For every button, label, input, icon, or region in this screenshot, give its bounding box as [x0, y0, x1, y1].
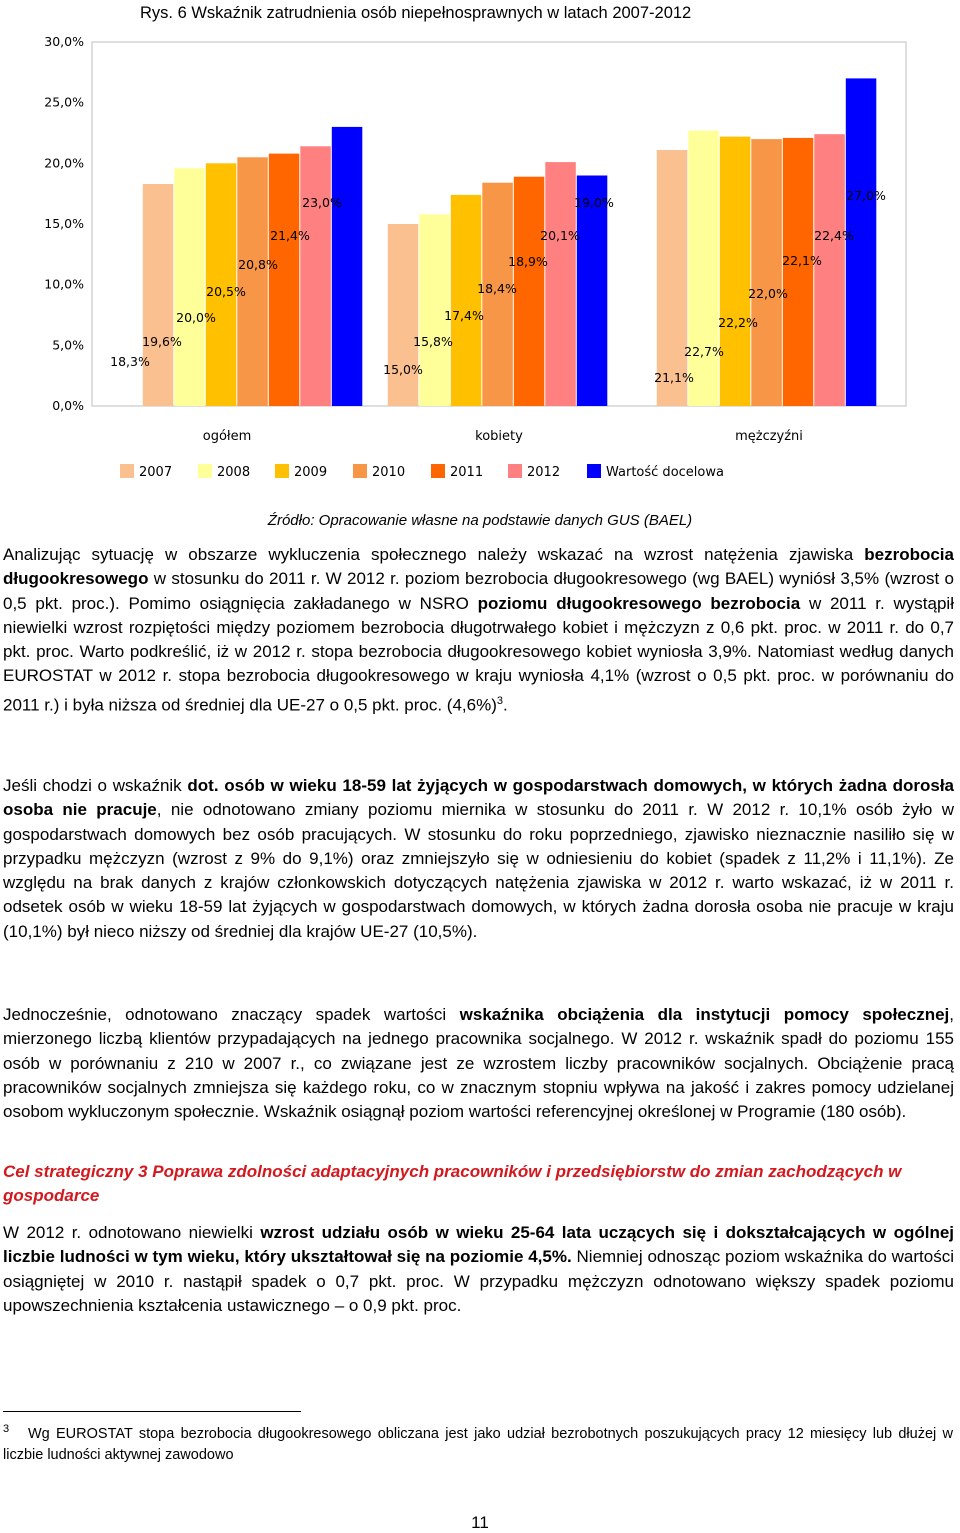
- bar-2009: [720, 137, 751, 406]
- chart-svg: [0, 0, 960, 500]
- bar-2009: [451, 195, 482, 406]
- legend-swatch: [587, 464, 601, 478]
- y-tick-label: 5,0%: [52, 337, 84, 353]
- y-tick-label: 0,0%: [52, 398, 84, 413]
- data-label: 19,0%: [574, 195, 614, 210]
- chart-source: Źródło: Opracowanie własne na podstawie danych GUS (BAEL): [267, 512, 693, 529]
- legend-label: 2009: [294, 465, 328, 480]
- y-tick-label: 20,0%: [44, 155, 84, 171]
- data-label: 15,8%: [413, 334, 453, 349]
- legend-label: 2012: [527, 465, 561, 480]
- data-label: 23,0%: [302, 195, 342, 210]
- data-label: 17,4%: [444, 308, 484, 323]
- bar-2010: [237, 157, 267, 406]
- data-label: 22,4%: [814, 228, 854, 243]
- bar-2010: [751, 139, 782, 406]
- data-label: 19,6%: [142, 334, 182, 349]
- footnote-divider: [3, 1411, 301, 1412]
- bar-2011: [269, 154, 300, 406]
- data-label: 22,1%: [782, 253, 822, 268]
- data-label: 15,0%: [383, 362, 423, 377]
- bar-wartość-docelowa: [332, 127, 363, 406]
- bar-2007: [388, 224, 419, 406]
- legend-swatch: [508, 464, 522, 478]
- y-tick-label: 15,0%: [44, 216, 84, 231]
- data-label: 18,4%: [477, 281, 517, 296]
- bar-2012: [300, 146, 331, 406]
- chart: [0, 0, 960, 500]
- y-tick-label: 25,0%: [44, 94, 84, 110]
- footnote-ref: 3: [496, 694, 504, 707]
- bar-2007: [657, 150, 688, 406]
- strategic-goal-heading: Cel strategiczny 3 Poprawa zdolności adaptacyjnych pracowników i przedsiębiorstw do zmian zachodzących w gospodarce: [3, 1162, 902, 1205]
- category-label: mężczyźni: [735, 429, 803, 444]
- bar-2007: [143, 184, 174, 406]
- data-label: 18,3%: [110, 354, 150, 369]
- data-label: 20,8%: [238, 257, 278, 272]
- data-label: 22,7%: [684, 344, 724, 359]
- legend-swatch: [275, 464, 289, 478]
- legend-swatch: [431, 464, 445, 478]
- data-label: 20,0%: [176, 310, 216, 325]
- category-label: kobiety: [475, 429, 523, 444]
- legend-swatch: [120, 464, 134, 478]
- bar-2011: [783, 138, 814, 406]
- paragraph-social-assistance: Jednocześnie, odnotowano znaczący spadek wartości wskaźnika obciążenia dla instytucji pomocy społecznej, mierzonego liczbą klientów przypadających na jednego pracownika socjalnego. W 2012 r. wskaźnik spadł do poziomu 155 osób w porównaniu z 210 w 2007 r., co związane jest ze wzrostem liczby pracowników socjalnych. Obciążenie pracą pracowników socjalnych zmniejsza się każdego roku, co w znacznym stopniu wpływa na jakość i zakres pomocy udzielanej osobom wykluczonym społecznie. Wskaźnik osiągnął poziom wartości referencyjnej określonej w Programie (180 osób).: [3, 1005, 954, 1122]
- legend-label: 2007: [139, 465, 173, 480]
- paragraph-jobless-households: Jeśli chodzi o wskaźnik dot. osób w wieku 18-59 lat żyjących w gospodarstwach domowych, w których żadna dorosła osoba nie pracuje, nie odnotowano zmiany poziomu miernika w stosunku do 2011 r. W 2012 r. 10,1% osób żyło w gospodarstwach domowych bez osób pracujących. W stosunku do roku poprzedniego, zjawisko nieznacznie nasiliło się w przypadku mężczyzn (wzrost z 9% do 9,1%) oraz zmniejszyło się w odniesieniu do kobiet (spadek z 11,2% i 11,1%). Ze względu na brak danych z krajów członkowskich dotyczących natężenia zjawiska w 2012 r. warto wskazać, iż w 2011 r. odsetek osób w wieku 18-59 lat żyjących w gospodarstwach domowych, w których żadna dorosła osoba nie pracuje w kraju (10,1%) był nieco niższy od średniej dla krajów UE-27 (10,5%).: [3, 776, 954, 941]
- paragraph-long-term-unemployment: Analizując sytuację w obszarze wykluczenia społecznego należy wskazać na wzrost natężenia zjawiska bezrobocia długookresowego w stosunku do 2011 r. W 2012 r. poziom bezrobocia długookresowego (wg BAEL) wyniósł 3,5% (wzrost o 0,5 pkt. proc.). Pomimo osiągnięcia zakładanego w NSRO poziomu długookresowego bezrobocia w 2011 r. wystąpił niewielki wzrost rozpiętości między poziomem bezrobocia długotrwałego kobiet i mężczyzn z 0,6 pkt. proc. w 2011 r. do 0,7 pkt. proc. Warto podkreślić, iż w 2012 r. stopa bezrobocia długookresowego kobiet wyniosła 3,9%. Natomiast według danych EUROSTAT w 2012 r. stopa bezrobocia długookresowego w kraju wyniosła 4,1% (wzrost o 0,5 pkt. proc. w porównaniu do 2011 r.) i była niższa od średniej dla UE-27 o 0,5 pkt. proc. $(4,6\%)^3$.: [3, 545, 954, 715]
- legend-label: 2008: [217, 465, 251, 480]
- bar-2008: [174, 168, 205, 406]
- bar-2012: [545, 162, 576, 406]
- bar-2011: [514, 177, 545, 406]
- data-label: 22,2%: [718, 315, 758, 330]
- legend-label: 2011: [450, 465, 484, 480]
- legend-swatch: [198, 464, 212, 478]
- data-label: 18,9%: [508, 254, 548, 269]
- bar-2012: [814, 134, 845, 406]
- category-label: ogółem: [202, 429, 252, 444]
- legend-label: Wartość docelowa: [606, 465, 724, 480]
- footnote-number: 3: [3, 1423, 10, 1435]
- legend-label: 2010: [372, 465, 406, 480]
- paragraph-lifelong-learning: W 2012 r. odnotowano niewielki wzrost udziału osób w wieku 25-64 lata uczących się i dokształcających w ogólnej liczbie ludności w tym wieku, który ukształtował się na poziomie 4,5%. Niemniej odnosząc poziom wskaźnika do wartości osiągniętej w 2010 r. nastąpił spadek o 0,7 pkt. proc. W przypadku mężczyzn odnotowano większy spadek poziomu upowszechnienia kształcenia ustawicznego – o 0,9 pkt. proc.: [3, 1223, 955, 1315]
- data-label: 20,1%: [540, 228, 580, 243]
- data-label: 22,0%: [748, 286, 788, 301]
- chart-title: Rys. 6 Wskaźnik zatrudnienia osób niepełnosprawnych w latach 2007-2012: [140, 4, 692, 22]
- legend-swatch: [353, 464, 367, 478]
- data-label: 20,5%: [206, 284, 246, 299]
- data-label: 27,0%: [846, 188, 886, 203]
- footnote-text: Wg EUROSTAT stopa bezrobocia długookresowego obliczana jest jako udział bezrobotnych poszukujących pracy 12 miesięcy lub dłużej w liczbie ludności aktywnej zawodowo: [3, 1425, 953, 1463]
- footnote: [3, 1419, 953, 1466]
- bar-2008: [688, 131, 719, 406]
- y-tick-label: 30,0%: [44, 34, 84, 49]
- y-tick-label: 10,0%: [44, 276, 84, 292]
- bar-wartość-docelowa: [577, 176, 608, 407]
- data-label: 21,1%: [654, 370, 694, 385]
- page-number: 11: [471, 1513, 489, 1532]
- data-label: 21,4%: [270, 228, 310, 243]
